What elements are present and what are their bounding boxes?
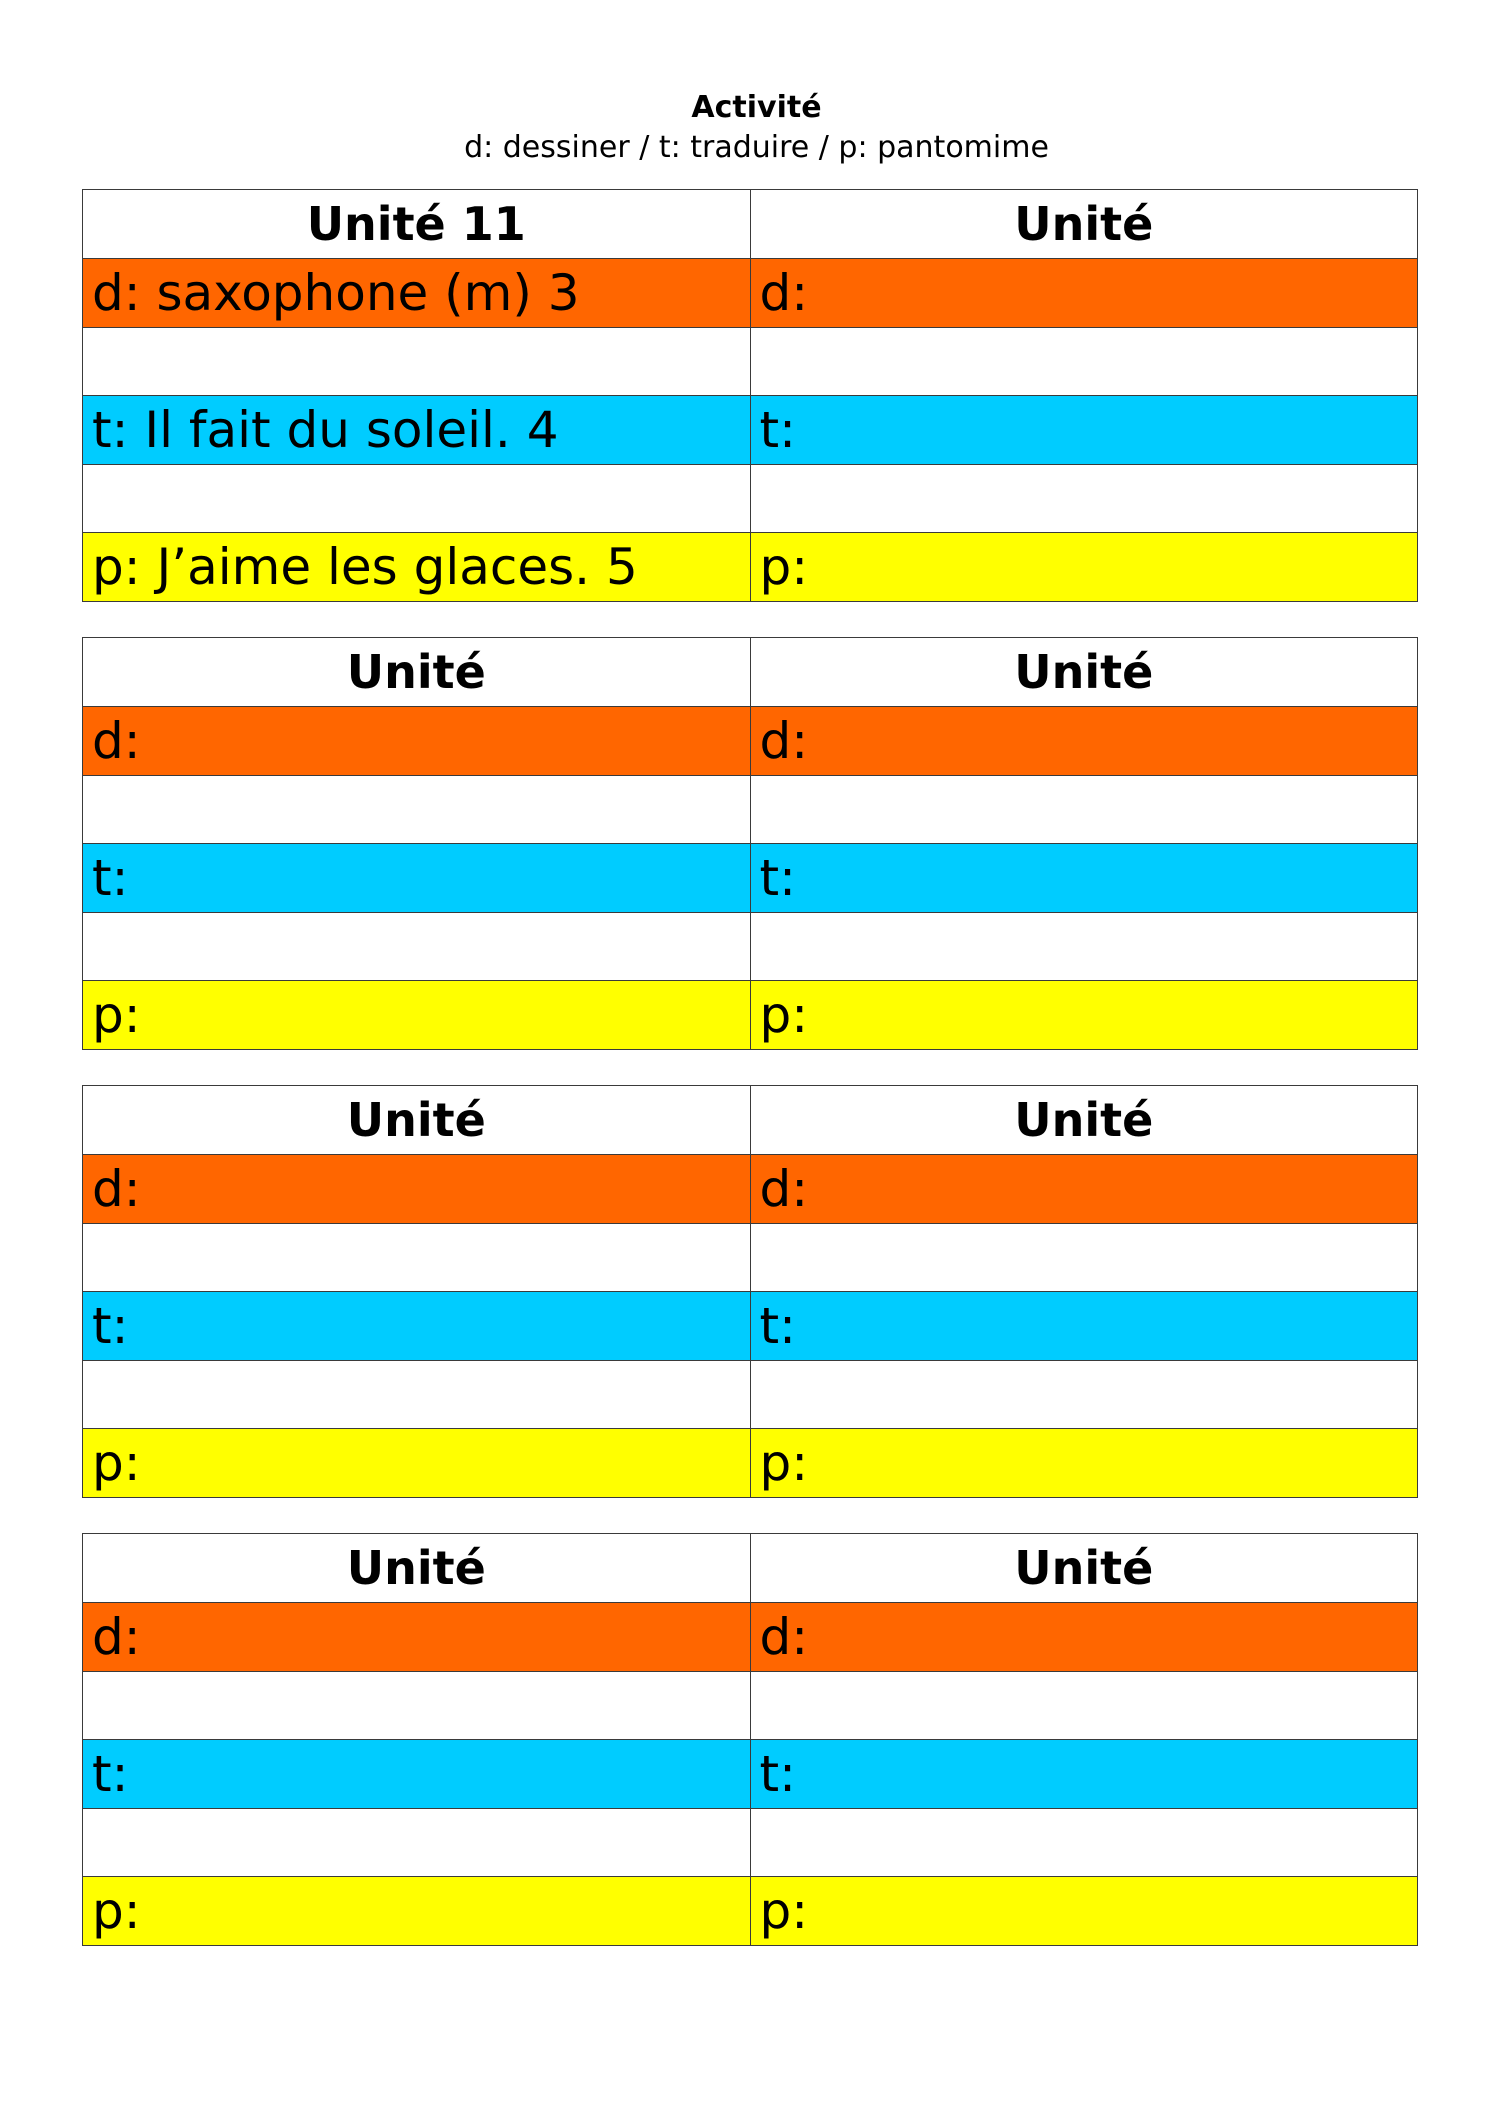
blank-row (83, 1672, 1418, 1740)
left-blank-cell (83, 913, 751, 981)
left-blank-cell (83, 1809, 751, 1877)
blank-row (83, 1361, 1418, 1429)
document-subtitle: d: dessiner / t: traduire / p: pantomime (464, 130, 1049, 165)
right-blank-cell (750, 1672, 1418, 1740)
left-blank-cell (83, 465, 751, 533)
unit-heading-row (83, 638, 1418, 707)
right-d-cell: d: (750, 259, 1418, 328)
document-title: Activité (691, 90, 822, 125)
unit-heading-row (83, 190, 1418, 259)
document-header (0, 88, 1500, 168)
translate-row (83, 1740, 1418, 1809)
draw-row (83, 707, 1418, 776)
draw-row (83, 1603, 1418, 1672)
unit-heading-row (83, 1086, 1418, 1155)
right-p-cell: p: (750, 981, 1418, 1050)
translate-row (83, 396, 1418, 465)
right-d-cell: d: (750, 1603, 1418, 1672)
blank-row (83, 328, 1418, 396)
blank-row (83, 1809, 1418, 1877)
right-t-cell: t: (750, 1740, 1418, 1809)
right-blank-cell (750, 1224, 1418, 1292)
mime-row (83, 1877, 1418, 1946)
left-blank-cell (83, 328, 751, 396)
right-d-cell: d: (750, 1155, 1418, 1224)
left-d-cell: d: (83, 1603, 751, 1672)
right-p-cell: p: (750, 1429, 1418, 1498)
right-unit-heading: Unité (750, 1534, 1418, 1603)
unit-heading-row (83, 1534, 1418, 1603)
left-t-cell: t: Il fait du soleil. 4 (83, 396, 751, 465)
left-p-cell: p: (83, 1877, 751, 1946)
right-unit-heading: Unité (750, 190, 1418, 259)
left-blank-cell (83, 776, 751, 844)
right-blank-cell (750, 328, 1418, 396)
right-blank-cell (750, 1809, 1418, 1877)
left-blank-cell (83, 1224, 751, 1292)
blank-row (83, 776, 1418, 844)
right-unit-heading: Unité (750, 1086, 1418, 1155)
mime-row (83, 533, 1418, 602)
right-p-cell: p: (750, 533, 1418, 602)
left-t-cell: t: (83, 844, 751, 913)
right-blank-cell (750, 1361, 1418, 1429)
right-d-cell: d: (750, 707, 1418, 776)
left-d-cell: d: (83, 1155, 751, 1224)
left-blank-cell (83, 1672, 751, 1740)
left-unit-heading: Unité (83, 638, 751, 707)
right-unit-heading: Unité (750, 638, 1418, 707)
right-p-cell: p: (750, 1877, 1418, 1946)
translate-row (83, 1292, 1418, 1361)
left-unit-heading: Unité (83, 1534, 751, 1603)
left-blank-cell (83, 1361, 751, 1429)
left-unit-heading: Unité (83, 1086, 751, 1155)
right-t-cell: t: (750, 1292, 1418, 1361)
blank-row (83, 913, 1418, 981)
mime-row (83, 981, 1418, 1050)
right-blank-cell (750, 776, 1418, 844)
activity-sheet (82, 189, 1418, 1981)
left-t-cell: t: (83, 1740, 751, 1809)
translate-row (83, 844, 1418, 913)
unit-table (82, 637, 1418, 1050)
left-p-cell: p: (83, 1429, 751, 1498)
left-unit-heading: Unité 11 (83, 190, 751, 259)
right-blank-cell (750, 913, 1418, 981)
blank-row (83, 1224, 1418, 1292)
draw-row (83, 259, 1418, 328)
left-t-cell: t: (83, 1292, 751, 1361)
blank-row (83, 465, 1418, 533)
left-p-cell: p: (83, 981, 751, 1050)
left-d-cell: d: (83, 707, 751, 776)
unit-table (82, 189, 1418, 602)
mime-row (83, 1429, 1418, 1498)
right-blank-cell (750, 465, 1418, 533)
left-p-cell: p: J’aime les glaces. 5 (83, 533, 751, 602)
right-t-cell: t: (750, 844, 1418, 913)
unit-table (82, 1085, 1418, 1498)
left-d-cell: d: saxophone (m) 3 (83, 259, 751, 328)
draw-row (83, 1155, 1418, 1224)
right-t-cell: t: (750, 396, 1418, 465)
unit-table (82, 1533, 1418, 1946)
